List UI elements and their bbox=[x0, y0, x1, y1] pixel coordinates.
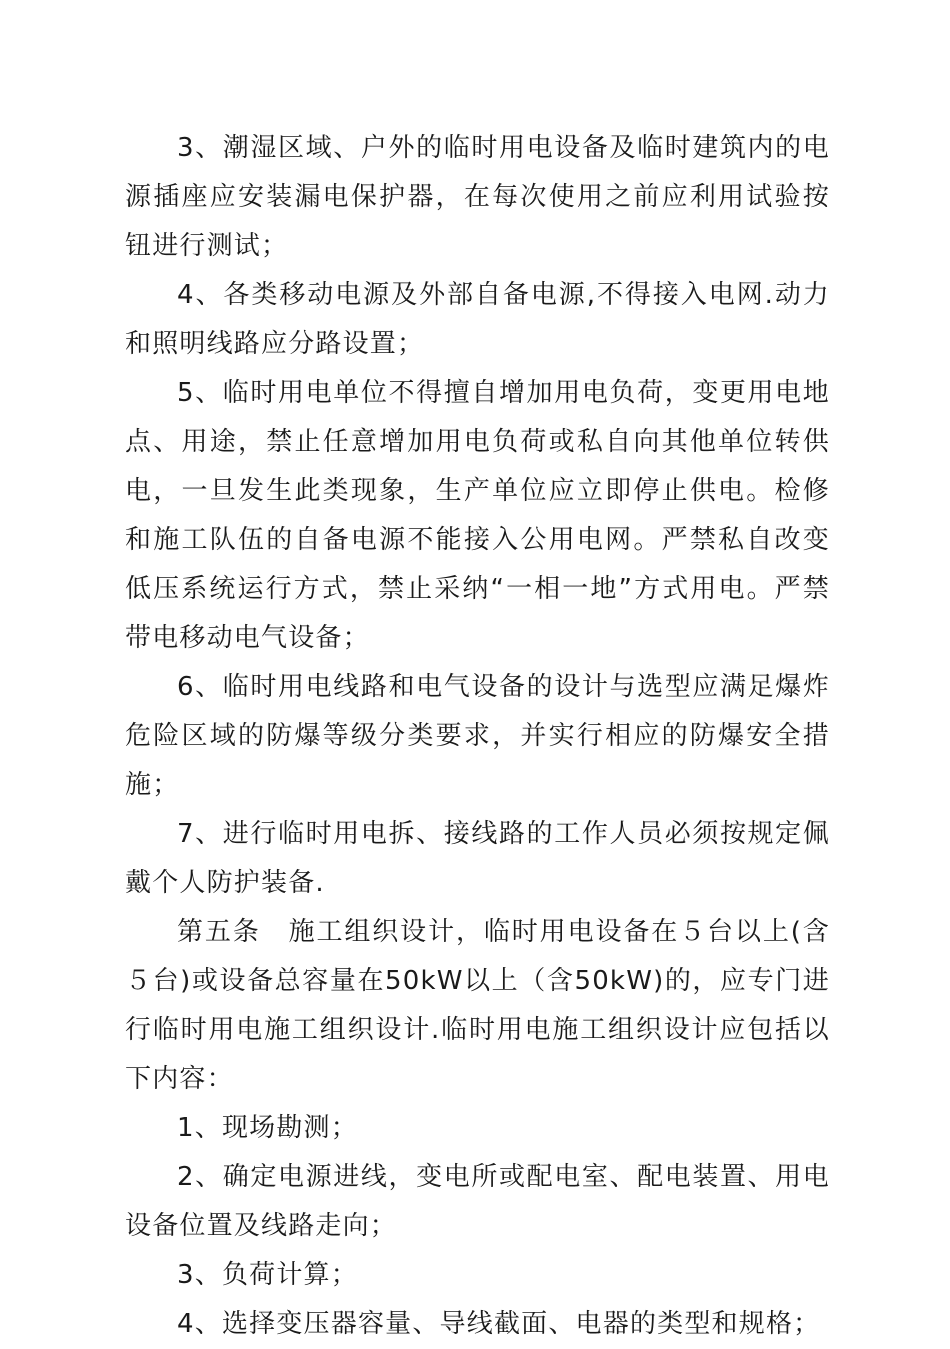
paragraph-list-2-power-entry: 2、确定电源进线，变电所或配电室、配电装置、用电设备位置及线路走向； bbox=[125, 1162, 830, 1241]
document-body bbox=[125, 124, 830, 1349]
paragraph-item-7-protective-gear: 7、进行临时用电拆、接线路的工作人员必须按规定佩戴个人防护装备. bbox=[125, 819, 830, 898]
paragraph-item-3-rcd: 3、潮湿区域、户外的临时用电设备及临时建筑内的电源插座应安装漏电保护器，在每次使用之前应利用试验按钮进行测试； bbox=[125, 133, 830, 261]
paragraph-list-1-survey: 1、现场勘测； bbox=[177, 1113, 358, 1143]
paragraph-item-5-load-change: 5、临时用电单位不得擅自增加用电负荷，变更用电地点、用途，禁止任意增加用电负荷或私自向其他单位转供电，一旦发生此类现象，生产单位应立即停止供电。检修和施工队伍的自备电源不能接入公用电网。严禁私自改变低压系统运行方式，禁止采纳“一相一地”方式用电。严禁带电移动电气设备； bbox=[125, 378, 830, 653]
paragraph-item-6-explosion-proof: 6、临时用电线路和电气设备的设计与选型应满足爆炸危险区域的防爆等级分类要求，并实行相应的防爆安全措施； bbox=[125, 672, 830, 800]
paragraph-item-4-mobile-power: 4、各类移动电源及外部自备电源,不得接入电网.动力和照明线路应分路设置； bbox=[125, 280, 830, 359]
paragraph-list-4-equipment-selection: 4、选择变压器容量、导线截面、电器的类型和规格； bbox=[177, 1309, 821, 1339]
paragraph-article-5: 第五条 施工组织设计，临时用电设备在５台以上(含５台)或设备总容量在50kW以上（含50kW)的，应专门进行临时用电施工组织设计.临时用电施工组织设计应包括以下内容： bbox=[125, 917, 830, 1094]
paragraph-list-3-load-calc: 3、负荷计算； bbox=[177, 1260, 358, 1290]
